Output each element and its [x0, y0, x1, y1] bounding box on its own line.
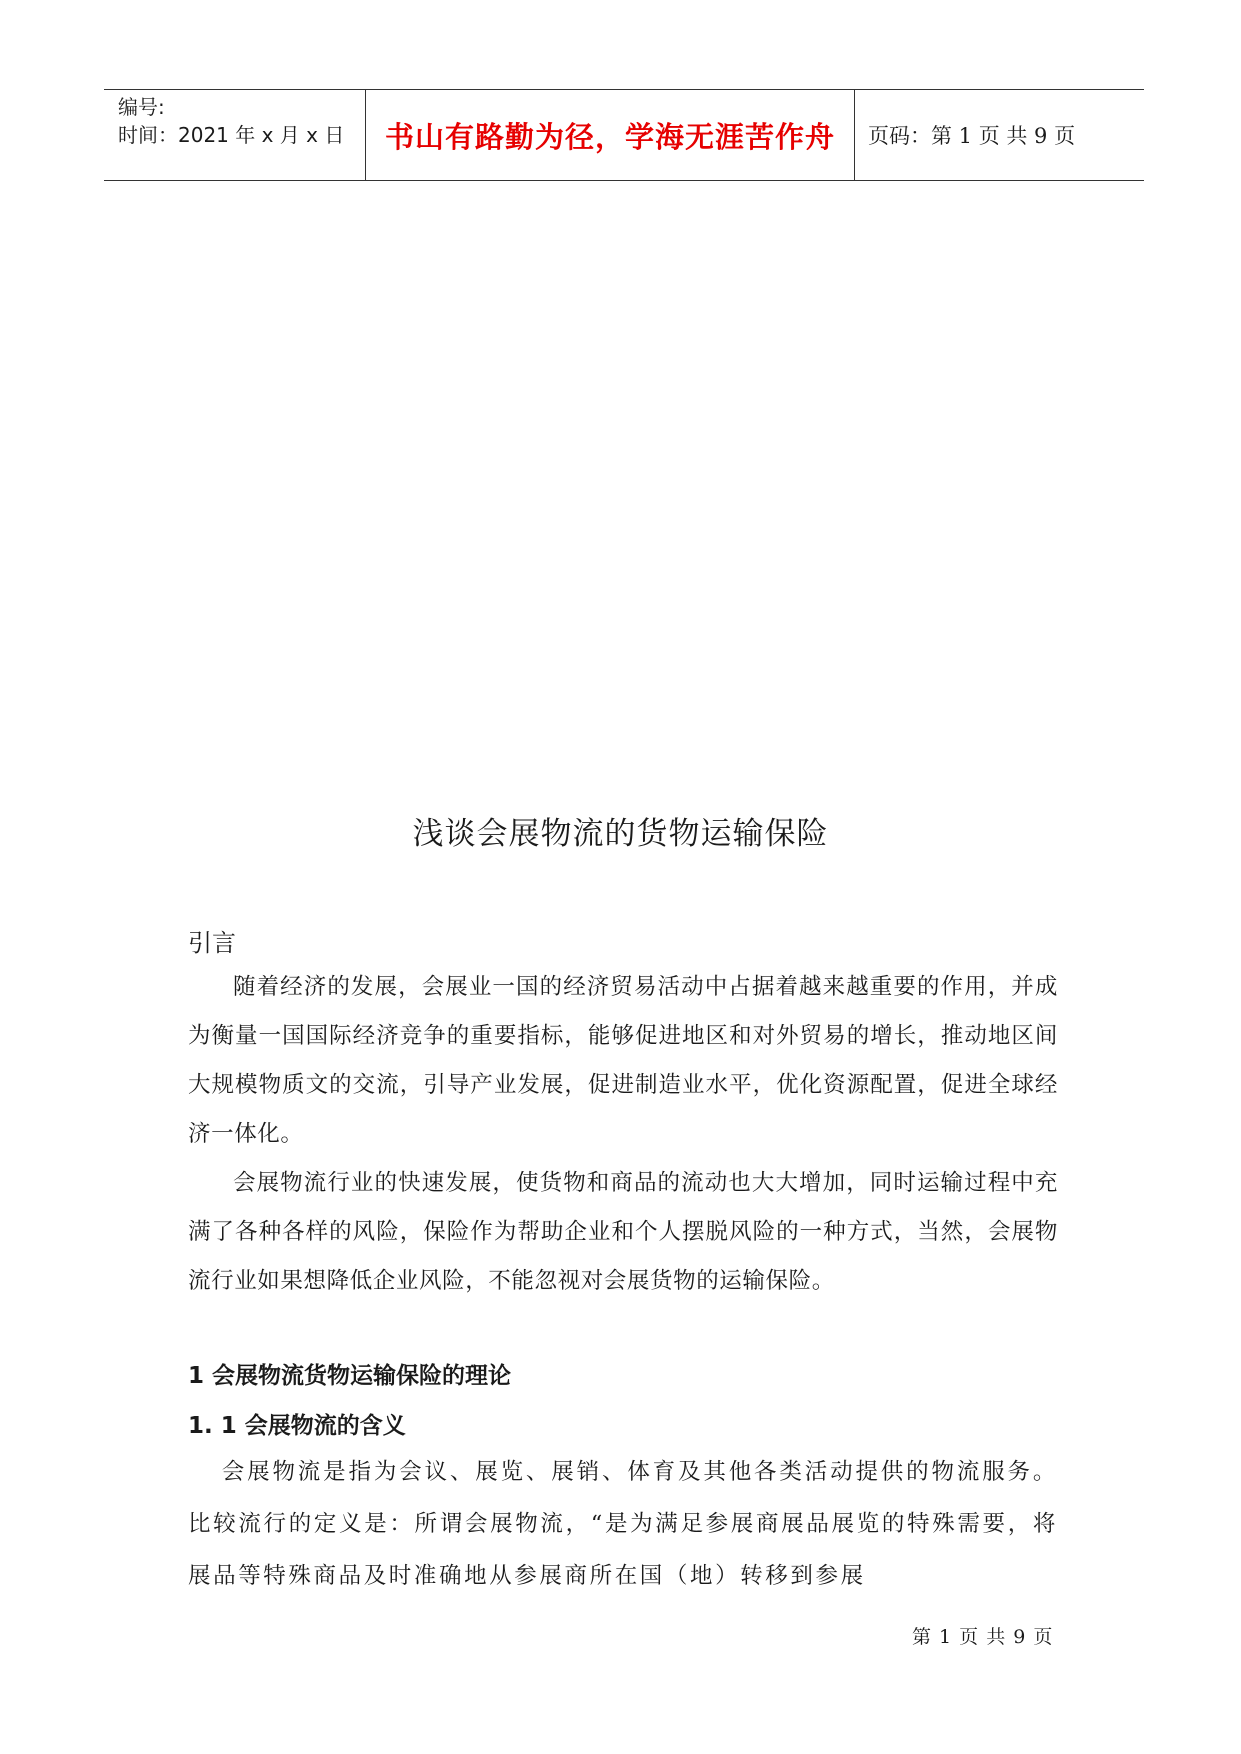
header-meta [104, 90, 366, 180]
document-number-label: 编号: [118, 95, 165, 119]
section-1-heading: 1 会展物流货物运输保险的理论 [188, 1363, 512, 1389]
intro-paragraph: 随着经济的发展，会展业一国的经济贸易活动中占据着越来越重要的作用，并成为衡量一国国际经济竞争的重要指标，能够促进地区和对外贸易的增长，推动地区间大规模物质文的交流，引导产业发展，促进制造业水平，优化资源配置，促进全球经济一体化。 [188, 974, 1058, 1147]
header-motto: 书山有路勤为径，学海无涯苦作舟 [366, 90, 855, 180]
section-1-1-heading: 1. 1 会展物流的含义 [188, 1413, 406, 1439]
section-1-1-paragraph: 会展物流是指为会议、展览、展销、体育及其他各类活动提供的物流服务。比较流行的定义是：所谓会展物流，“是为满足参展商展品展览的特殊需要，将展品等特殊商品及时准确地从参展商所在国（地）转移到参展 [188, 1459, 1058, 1589]
section-1-1-body [188, 1446, 1058, 1602]
document-title: 浅谈会展物流的货物运输保险 [412, 816, 829, 852]
page-footer: 第 1 页 共 9 页 [912, 1626, 1054, 1648]
page-header [104, 89, 1144, 181]
intro-body [188, 963, 1058, 1306]
header-page-code: 页码：第 1 页 共 9 页 [868, 124, 1076, 148]
intro-heading: 引言 [188, 929, 236, 957]
document-time-label: 时间：2021 年 x 月 x 日 [118, 123, 345, 147]
intro-paragraph: 会展物流行业的快速发展，使货物和商品的流动也大大增加，同时运输过程中充满了各种各样的风险，保险作为帮助企业和个人摆脱风险的一种方式，当然，会展物流行业如果想降低企业风险，不能忽视对会展货物的运输保险。 [188, 1170, 1058, 1294]
